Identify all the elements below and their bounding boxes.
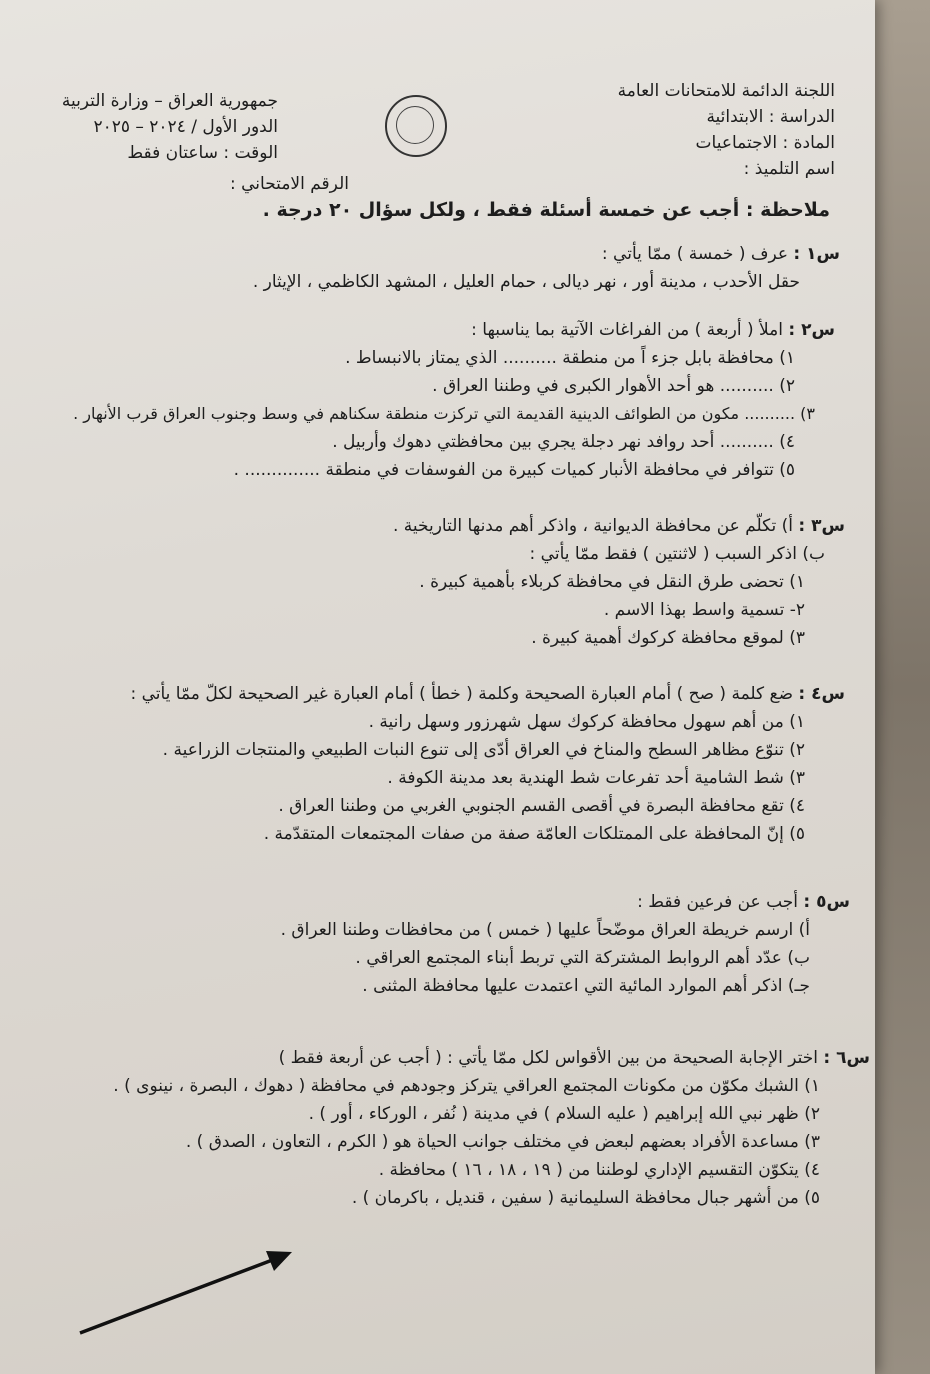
exam-note: ملاحظة : أجب عن خمسة أسئلة فقط ، ولكل سؤال ٢٠ درجة . [262,199,830,221]
question-number: س٣ : [798,516,845,536]
question-item: ٤) .......... أحد روافد نهر دجلة يجري بين محافظتي دهوك وأربيل . [332,432,795,452]
question-item: ٥) من أشهر جبال محافظة السليمانية ( سفين ، قنديل ، باكرمان ) . [351,1188,820,1208]
question-4 [5,680,845,848]
question-item: ٤) تقع محافظة البصرة في أقصى القسم الجنوبي الغربي من وطننا العراق . [278,796,805,816]
question-item: ٣) لموقع محافظة كركوك أهمية كبيرة . [531,628,805,648]
question-title: املأ ( أربعة ) من الفراغات الآتية بما يناسبها : [471,320,784,340]
exam-round: الدور الأول / ٢٠٢٤ – ٢٠٢٥ [93,117,278,137]
question-item: ٢) تنوّع مظاهر السطح والمناخ في العراق أدّى إلى تنوع النبات الطبيعي والمنتجات الزراعية . [162,740,805,760]
question-number: س٥ : [803,892,850,912]
question-item: ٣) .......... مكون من الطوائف الدينية القديمة التي تركزت منطقة سكناهم في وسط وجنوب العراق قرب الأنهار . [73,404,815,423]
ministry-name: جمهورية العراق – وزارة التربية [61,91,278,111]
question-item: ٤) يتكوّن التقسيم الإداري لوطننا من ( ١٩ ، ١٨ ، ١٦ ) محافظة . [378,1160,820,1180]
question-item: ١) الشبك مكوّن من مكونات المجتمع العراقي يتركز وجودهم في محافظة ( دهوك ، البصرة ، نينوى ) . [113,1076,820,1096]
study-level: الدراسة : الابتدائية [706,107,835,127]
question-number: س٦ : [823,1048,870,1068]
question-number: س٢ : [788,320,835,340]
student-name-label: اسم التلميذ : [743,159,835,179]
question-item: ٣) مساعدة الأفراد بعضهم لبعض في مختلف جوانب الحياة هو ( الكرم ، التعاون ، الصدق ) . [185,1132,820,1152]
question-item: أ) ارسم خريطة العراق موضّحاً عليها ( خمس ) من محافظات وطننا العراق . [280,920,810,940]
question-item: جـ) اذكر أهم الموارد المائية التي اعتمدت عليها محافظة المثنى . [362,976,810,996]
question-item: ٢) ظهر نبي الله إبراهيم ( عليه السلام ) في مدينة ( نُفر ، الوركاء ، أور ) . [308,1104,820,1124]
question-item: ١) من أهم سهول محافظة كركوك سهل شهرزور وسهل رانية . [368,712,805,732]
ministry-seal-icon [385,95,447,157]
question-1 [0,240,840,296]
question-item: ٥) إنّ المحافظة على الممتلكات العامّة صفة من صفات المجتمعات المتقدّمة . [263,824,805,844]
question-title: عرف ( خمسة ) ممّا يأتي : [601,244,789,264]
committee-name: اللجنة الدائمة للامتحانات العامة [617,81,835,101]
header-right [535,78,835,182]
question-number: س٤ : [798,684,845,704]
question-title: اختر الإجابة الصحيحة من بين الأقواس لكل ممّا يأتي : ( أجب عن أربعة فقط ) [278,1048,819,1068]
question-item: حقل الأحدب ، مدينة أور ، نهر ديالى ، حمام العليل ، المشهد الكاظمي ، الإيثار . [252,272,800,292]
question-6 [10,1044,870,1212]
question-item: ٢) .......... هو أحد الأهوار الكبرى في وطننا العراق . [432,376,795,396]
exam-time: الوقت : ساعتان فقط [127,143,278,163]
question-5 [10,888,850,1000]
question-item: ١) تحضى طرق النقل في محافظة كربلاء بأهمية كبيرة . [419,572,805,592]
exam-number-label: الرقم الامتحاني : [230,174,349,194]
question-item: ٥) تتوافر في محافظة الأنبار كميات كبيرة من الفوسفات في منطقة .............. . [233,460,795,480]
question-part-a: أ) تكلّم عن محافظة الديوانية ، واذكر أهم مدنها التاريخية . [392,516,794,536]
question-3 [5,512,845,652]
pointer-arrow-icon [70,1245,310,1345]
question-item: ١) محافظة بابل جزء اً من منطقة .......... الذي يمتاز بالانبساط . [345,348,795,368]
question-item: ٢- تسمية واسط بهذا الاسم . [603,600,805,620]
header-left [8,88,278,166]
question-2 [0,316,835,484]
question-title: أجب عن فرعين فقط : [637,892,799,912]
question-number: س١ : [793,244,840,264]
subject: المادة : الاجتماعيات [695,133,835,153]
question-item: ٣) شط الشامية أحد تفرعات شط الهندية بعد مدينة الكوفة . [387,768,805,788]
question-item: ب) عدّد أهم الروابط المشتركة التي تربط أبناء المجتمع العراقي . [355,948,810,968]
question-part-b: ب) اذكر السبب ( لاثنتين ) فقط ممّا يأتي : [529,544,825,564]
question-title: ضع كلمة ( صح ) أمام العبارة الصحيحة وكلمة ( خطأ ) أمام العبارة غير الصحيحة لكلّ ممّا يأتي : [130,684,794,704]
